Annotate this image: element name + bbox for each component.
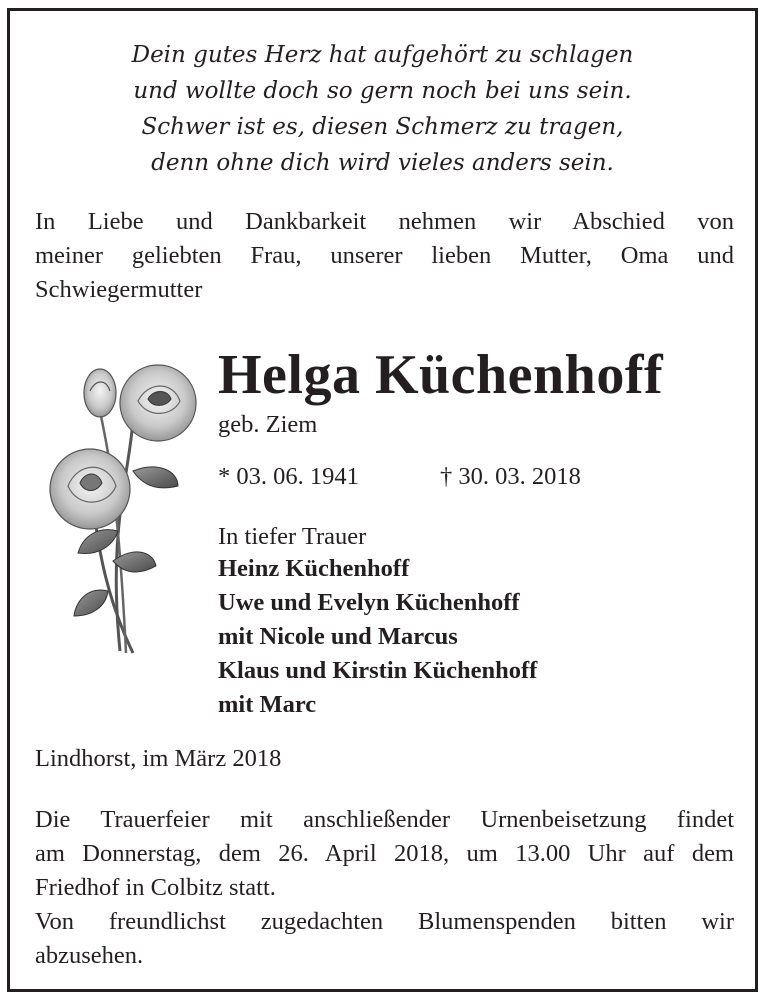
- intro-paragraph: [35, 205, 734, 307]
- memorial-poem: [10, 37, 755, 181]
- deceased-name: Helga Küchenhoff: [218, 344, 664, 406]
- mourner-name: Heinz Küchenhoff: [218, 555, 410, 582]
- poem-line: denn ohne dich wird vieles anders sein.: [151, 150, 614, 176]
- intro-line: meiner geliebten Frau, unserer lieben Mutter, Oma und: [35, 242, 734, 269]
- mourner-name: mit Marc: [218, 691, 317, 718]
- ceremony-paragraph: [35, 803, 734, 973]
- intro-line: In Liebe und Dankbarkeit nehmen wir Abschied von: [35, 208, 734, 235]
- obituary-frame: [7, 8, 758, 992]
- poem-line: Schwer ist es, diesen Schmerz zu tragen,: [141, 114, 624, 140]
- mourner-name: Uwe und Evelyn Küchenhoff: [218, 589, 520, 616]
- ceremony-line: Die Trauerfeier mit anschließender Urnenbeisetzung findet: [35, 806, 734, 833]
- ceremony-line: Friedhof in Colbitz statt.: [35, 874, 276, 901]
- mourners-heading: In tiefer Trauer: [218, 523, 367, 550]
- intro-line: Schwiegermutter: [35, 276, 203, 303]
- maiden-name: geb. Ziem: [218, 411, 318, 438]
- place-date: Lindhorst, im März 2018: [35, 745, 282, 772]
- mourner-name: Klaus und Kirstin Küchenhoff: [218, 657, 538, 684]
- poem-line: Dein gutes Herz hat aufgehört zu schlagen: [131, 42, 634, 68]
- birth-date: * 03. 06. 1941: [218, 463, 359, 490]
- poem-line: und wollte doch so gern noch bei uns sein.: [133, 78, 632, 104]
- death-date: † 30. 03. 2018: [440, 463, 581, 490]
- mourner-name: mit Nicole und Marcus: [218, 623, 458, 650]
- ceremony-line: abzusehen.: [35, 942, 144, 969]
- ceremony-line: Von freundlichst zugedachten Blumenspenden bitten wir: [35, 908, 734, 935]
- roses-icon: [38, 361, 208, 661]
- ceremony-line: am Donnerstag, dem 26. April 2018, um 13.00 Uhr auf dem: [35, 840, 734, 867]
